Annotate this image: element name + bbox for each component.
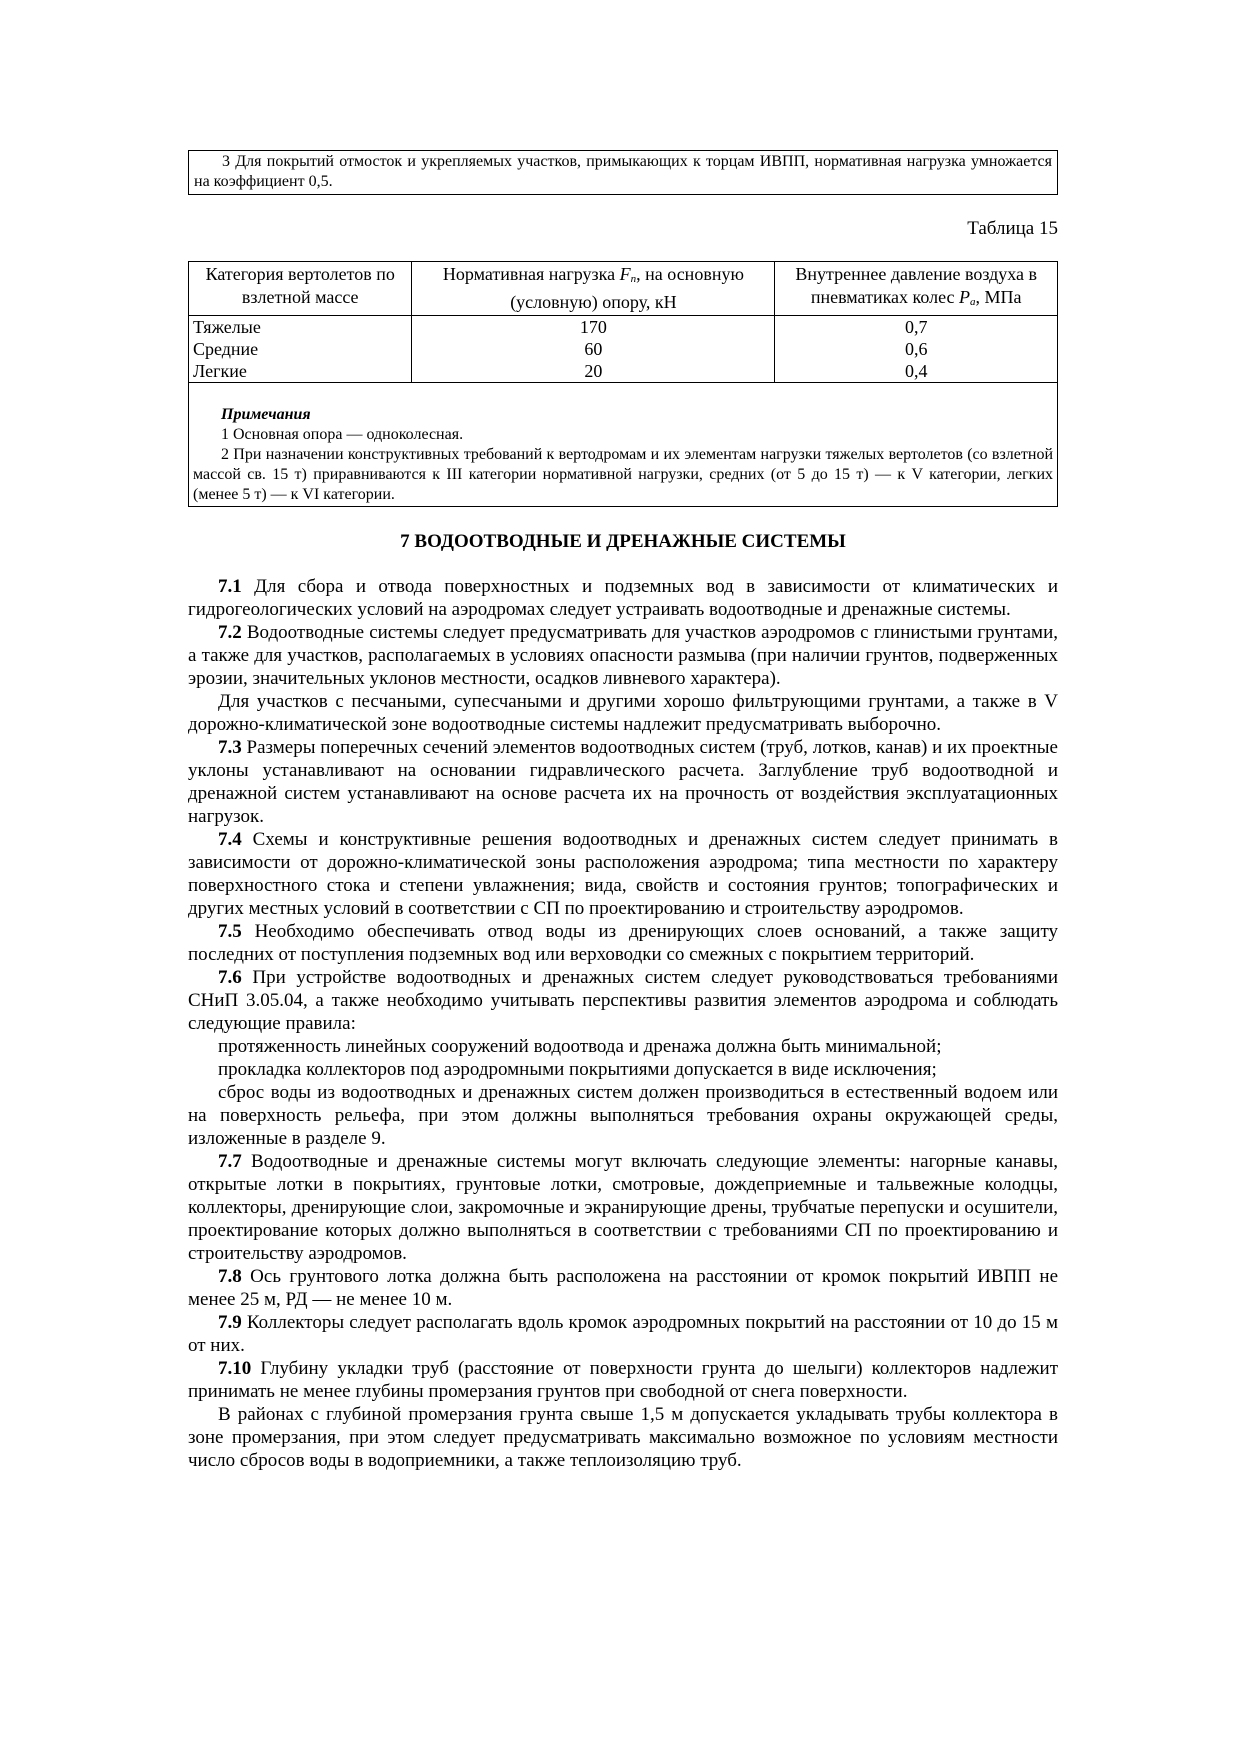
paragraph-text: сброс воды из водоотводных и дренажных систем должен производиться в естественный водоем или на поверхность рельефа, при этом должны выполняться требования охраны окружающей среды, изложенные в разделе 9. [188, 1082, 1058, 1149]
paragraph-number: 7.4 [218, 829, 242, 850]
paragraph [188, 1058, 1058, 1081]
paragraph-text: Водоотводные системы следует предусматривать для участков аэродромов с глинистыми грунтами, а также для участков, располагаемых в условиях опасности размыва (при наличии грунтов, подверженных эрозии, значительных уклонов местности, осадков ливневого характера). [188, 622, 1058, 689]
paragraph-text: В районах с глубиной промерзания грунта свыше 1,5 м допускается укладывать трубы коллектора в зоне промерзания, при этом следует предусматривать максимально возможное по условиям местности число сбросов воды в водоприемники, а также теплоизоляцию труб. [188, 1404, 1058, 1471]
document-page [188, 150, 1058, 1472]
paragraph [188, 1081, 1058, 1150]
top-note-box [188, 150, 1058, 195]
paragraph-text: Глубину укладки труб (расстояние от поверхности грунта до шелыги) коллекторов надлежит принимать не менее глубины промерзания грунтов при свободной от снега поверхности. [188, 1358, 1058, 1402]
paragraph-text: Ось грунтового лотка должна быть расположена на расстоянии от кромок покрытий ИВПП не менее 25 м, РД — не менее 10 м. [188, 1266, 1058, 1310]
paragraph [188, 690, 1058, 736]
paragraph [188, 966, 1058, 1035]
notes-title: Примечания [221, 406, 311, 423]
paragraph [188, 1035, 1058, 1058]
paragraph-number: 7.7 [218, 1151, 242, 1172]
table-notes-row [189, 383, 1058, 507]
top-note-text: 3 Для покрытий отмосток и укрепляемых участков, примыкающих к торцам ИВПП, нормативная нагрузка умножается на коэффициент 0,5. [194, 153, 1052, 190]
paragraph-number: 7.6 [218, 967, 242, 988]
header-pressure [775, 262, 1058, 316]
paragraph-text: При устройстве водоотводных и дренажных систем следует руководствоваться требованиями СНиП 3.05.04, а также необходимо учитывать перспективы развития элементов аэродрома и соблюдать следующие правила: [188, 967, 1058, 1034]
row-category: Тяжелые [189, 316, 412, 339]
header-load-var: F [619, 264, 631, 284]
row-category: Средние [189, 338, 412, 360]
paragraph-text: Схемы и конструктивные решения водоотводных и дренажных систем следует принимать в зависимости от дорожно-климатической зоны расположения аэродрома; типа местности по характеру поверхностного стока и степени увлажнения; вида, свойств и состояния грунтов; топографических и других местных условий в соответствии с СП по проектированию и строительству аэродромов. [188, 829, 1058, 919]
paragraph-text: протяженность линейных сооружений водоотвода и дренажа должна быть минимальной; [218, 1036, 942, 1057]
paragraph-number: 7.2 [218, 622, 242, 643]
row-load: 20 [412, 360, 775, 383]
paragraph-number: 7.9 [218, 1312, 242, 1333]
paragraph-number: 7.1 [218, 576, 242, 597]
paragraph-text: прокладка коллекторов под аэродромными покрытиями допускается в виде исключения; [218, 1059, 937, 1080]
paragraph-number: 7.8 [218, 1266, 242, 1287]
table-row [189, 316, 1058, 339]
row-category: Легкие [189, 360, 412, 383]
note-item: 1 Основная опора — одноколесная. [221, 426, 464, 443]
row-pressure: 0,6 [775, 338, 1058, 360]
paragraph-text: Необходимо обеспечивать отвод воды из дренирующих слоев оснований, а также защиту последних от поступления подземных вод или верховодки со смежных с покрытием территорий. [188, 921, 1058, 965]
paragraph-text: Для участков с песчаными, супесчаными и другими хорошо фильтрующими грунтами, а также в V дорожно-климатической зоне водоотводные системы надлежит предусматривать выборочно. [188, 691, 1058, 735]
paragraph [188, 828, 1058, 920]
section-body [188, 575, 1058, 1472]
header-pressure-sub: a [970, 296, 976, 308]
header-pressure-text-a: Внутреннее давление воздуха в пневматиках колес [795, 264, 1038, 307]
paragraph [188, 920, 1058, 966]
paragraph [188, 621, 1058, 690]
paragraph-number: 7.3 [218, 737, 242, 758]
paragraph-text: Коллекторы следует располагать вдоль кромок аэродромных покрытий на расстоянии от 10 до 15 м от них. [188, 1312, 1058, 1356]
row-load: 60 [412, 338, 775, 360]
paragraph [188, 1311, 1058, 1357]
header-pressure-text-b: , МПа [975, 287, 1022, 307]
header-load [412, 262, 775, 316]
header-category: Категория вертолетов по взлетной массе [189, 262, 412, 316]
header-load-sub: n [630, 273, 637, 285]
table-row [189, 360, 1058, 383]
row-load: 170 [412, 316, 775, 339]
paragraph [188, 575, 1058, 621]
header-load-text-a: Нормативная нагрузка [442, 264, 620, 284]
header-pressure-var: P [959, 287, 971, 307]
paragraph-text: Для сбора и отвода поверхностных и подземных вод в зависимости от климатических и гидрогеологических условий на аэродромах следует устраивать водоотводные и дренажные системы. [188, 576, 1058, 620]
paragraph [188, 736, 1058, 828]
section-title: 7 ВОДООТВОДНЫЕ И ДРЕНАЖНЫЕ СИСТЕМЫ [400, 531, 846, 552]
table-15 [188, 261, 1058, 507]
table-header-row [189, 262, 1058, 316]
header-load-text-b: , на основную (условную) опору, кН [510, 264, 744, 312]
paragraph-text: Водоотводные и дренажные системы могут включать следующие элементы: нагорные канавы, открытые лотки в покрытиях, грунтовые лотки, смотровые, дождеприемные и тальвежные колодцы, коллекторы, дренирующие слои, закромочные и экранирующие дрены, трубчатые перепуски и осушители, проектирование которых должно выполняться в соответствии с требованиями СП по проектированию и строительству аэродромов. [188, 1151, 1058, 1264]
paragraph-text: Размеры поперечных сечений элементов водоотводных систем (труб, лотков, канав) и их проектные уклоны устанавливают на основании гидравлического расчета. Заглубление труб водоотводной и дренажной систем устанавливают на основе расчета их на прочность от воздействия эксплуатационных нагрузок. [188, 737, 1058, 827]
paragraph [188, 1357, 1058, 1403]
row-pressure: 0,7 [775, 316, 1058, 339]
note-item: 2 При назначении конструктивных требований к вертодромам и их элементам нагрузки тяжелых вертолетов (со взлетной массой св. 15 т) приравниваются к III категории нормативной нагрузки, средних (от 5 до 15 т) — к V категории, легких (менее 5 т) — к VI категории. [193, 446, 1053, 503]
row-pressure: 0,4 [775, 360, 1058, 383]
table-label: Таблица 15 [967, 218, 1058, 239]
paragraph [188, 1265, 1058, 1311]
paragraph [188, 1403, 1058, 1472]
paragraph-number: 7.5 [218, 921, 242, 942]
paragraph [188, 1150, 1058, 1265]
table-notes [189, 383, 1058, 507]
table-row [189, 338, 1058, 360]
paragraph-number: 7.10 [218, 1358, 252, 1379]
